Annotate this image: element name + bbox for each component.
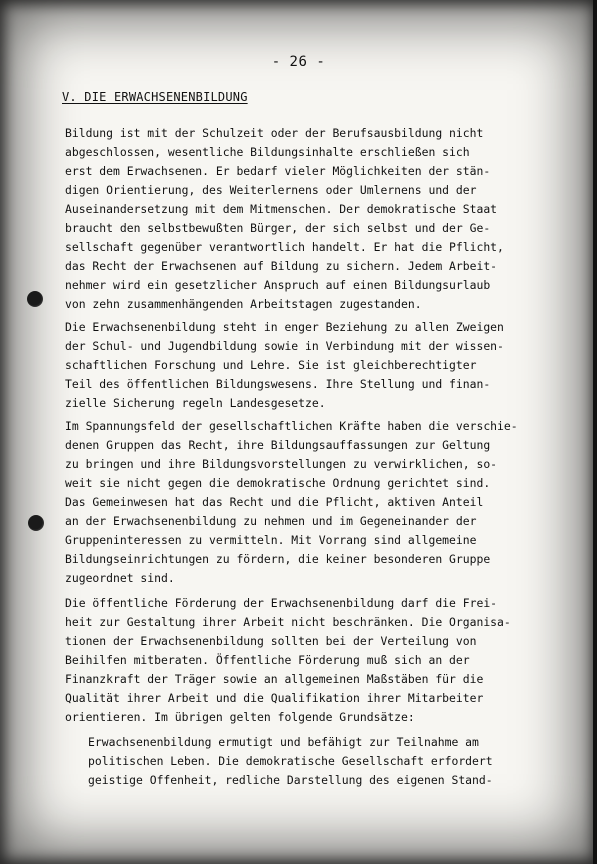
text-line: Die öffentliche Förderung der Erwachsenenbildung darf die Frei-	[65, 596, 498, 610]
text-line: von zehn zusammenhängenden Arbeitstagen zugestanden.	[65, 297, 422, 311]
punch-hole	[27, 291, 43, 307]
text-line: das Recht der Erwachsenen auf Bildung zu sichern. Jedem Arbeit-	[65, 259, 498, 273]
paragraph	[65, 124, 545, 314]
text-line: der Schul- und Jugendbildung sowie in Verbindung mit der wissen-	[65, 339, 504, 353]
text-line: digen Orientierung, des Weiterlernens oder Umlernens und der	[65, 183, 477, 197]
text-line: Erwachsenenbildung ermutigt und befähigt zur Teilnahme am	[88, 735, 479, 749]
text-line: abgeschlossen, wesentliche Bildungsinhalte erschließen sich	[65, 145, 470, 159]
text-line: zielle Sicherung regeln Landesgesetze.	[65, 396, 326, 410]
text-line: Die Erwachsenenbildung steht in enger Beziehung zu allen Zweigen	[65, 320, 504, 334]
text-line: erst dem Erwachsenen. Er bedarf vieler Möglichkeiten der stän-	[65, 164, 491, 178]
text-line: Teil des öffentlichen Bildungswesens. Ihre Stellung und finan-	[65, 377, 491, 391]
scan-edge	[593, 0, 597, 864]
text-line: geistige Offenheit, redliche Darstellung des eigenen Stand-	[88, 773, 493, 787]
text-line: Qualität ihrer Arbeit und die Qualifikation ihrer Mitarbeiter	[65, 691, 484, 705]
text-line: orientieren. Im übrigen gelten folgende Grundsätze:	[65, 710, 415, 724]
section-heading: V. DIE ERWACHSENENBILDUNG	[62, 90, 248, 104]
paragraph	[65, 318, 545, 413]
punch-hole	[28, 515, 44, 531]
text-line: schaftlichen Forschung und Lehre. Sie ist gleichberechtigter	[65, 358, 477, 372]
text-line: zu bringen und ihre Bildungsvorstellungen zu verwirklichen, so-	[65, 457, 498, 471]
text-line: weit sie nicht gegen die demokratische Ordnung gerichtet sind.	[65, 476, 491, 490]
text-line: heit zur Gestaltung ihrer Arbeit nicht beschränken. Die Organisa-	[65, 615, 511, 629]
text-line: Im Spannungsfeld der gesellschaftlichen Kräfte haben die verschie-	[65, 419, 518, 433]
indented-paragraph	[88, 733, 528, 790]
text-line: tionen der Erwachsenenbildung sollten bei der Verteilung von	[65, 634, 477, 648]
text-line: Das Gemeinwesen hat das Recht und die Pflicht, aktiven Anteil	[65, 495, 484, 509]
text-line: politischen Leben. Die demokratische Gesellschaft erfordert	[88, 754, 493, 768]
text-line: Beihilfen mitberaten. Öffentliche Förderung muß sich an der	[65, 653, 470, 667]
text-line: zugeordnet sind.	[65, 571, 175, 585]
paragraph	[65, 594, 545, 727]
text-line: Finanzkraft der Träger sowie an allgemeinen Maßstäben für die	[65, 672, 484, 686]
text-line: braucht den selbstbewußten Bürger, der sich selbst und der Ge-	[65, 221, 491, 235]
text-line: sellschaft gegenüber verantwortlich handelt. Er hat die Pflicht,	[65, 240, 504, 254]
text-line: Auseinandersetzung mit dem Mitmenschen. Der demokratische Staat	[65, 202, 498, 216]
text-line: denen Gruppen das Recht, ihre Bildungsauffassungen zur Geltung	[65, 438, 491, 452]
text-line: Bildung ist mit der Schulzeit oder der Berufsausbildung nicht	[65, 126, 484, 140]
text-line: Bildungseinrichtungen zu fördern, die keiner besonderen Gruppe	[65, 552, 491, 566]
text-line: nehmer wird ein gesetzlicher Anspruch auf einen Bildungsurlaub	[65, 278, 491, 292]
page-number: - 26 -	[271, 54, 326, 70]
text-line: an der Erwachsenenbildung zu nehmen und im Gegeneinander der	[65, 514, 477, 528]
paragraph	[65, 417, 545, 588]
text-line: Gruppeninteressen zu vermitteln. Mit Vorrang sind allgemeine	[65, 533, 477, 547]
